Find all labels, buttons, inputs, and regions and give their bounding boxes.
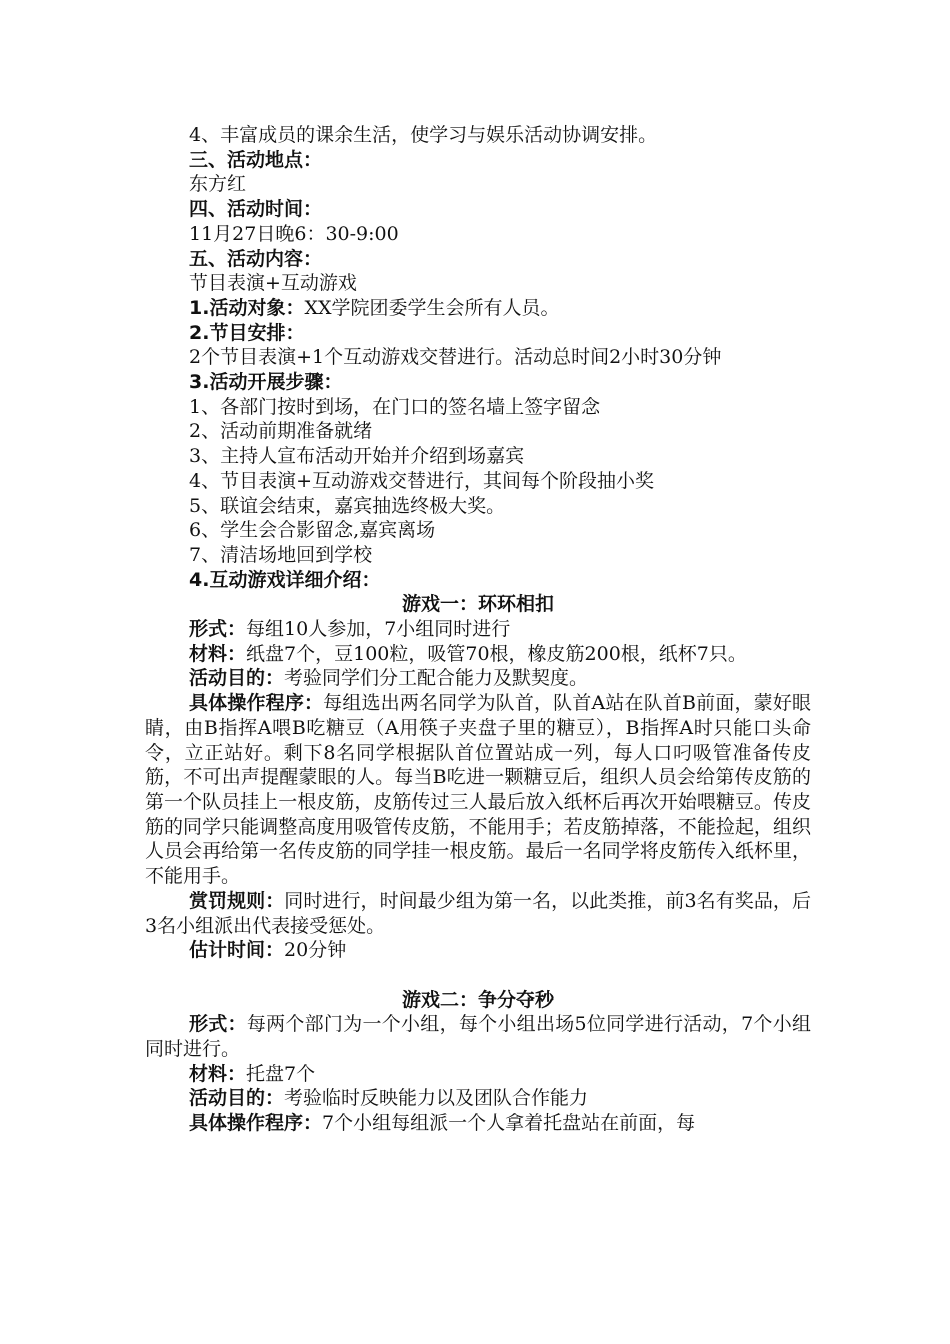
game2-form-label: 形式： — [189, 1013, 247, 1036]
game2-purpose-text: 考验临时反映能力以及团队合作能力 — [284, 1087, 589, 1110]
game1-purpose-label: 活动目的： — [189, 667, 285, 690]
game1-procedure-text: 每组选出两名同学为队首，队首A站在队首B前面，蒙好眼睛，由B指挥A喂B吃糖豆（A用筷子夹盘子里的糖豆），B指挥A时只能口头命令，立正站好。剩下8名同学根据队首位置站成一列，每人口叼吸管准备传皮筋，不可出声提醒蒙眼的人。每当B吃进一颗糖豆后，组织人员会给第传皮筋的第一个队员挂上一根皮筋，皮筋传过三人最后放入纸杯后再次开始喂糖豆。传皮筋的同学只能调整高度用吸管传皮筋，不能用手；若皮筋掉落，不能捡起，组织人员会再给第一名传皮筋的同学挂一根皮筋。最后一名同学将皮筋传入纸杯里，不能用手。 — [145, 692, 811, 888]
game1-procedure-label: 具体操作程序： — [189, 692, 324, 715]
content-text: 节目表演+互动游戏 — [189, 272, 357, 295]
section-heading-content: 五、活动内容： — [189, 247, 323, 270]
game1-form-label: 形式： — [189, 618, 247, 641]
game1-rules — [145, 889, 811, 938]
game1-rules-text: 同时进行，时间最少组为第一名，以此类推，前3名有奖品，后3名小组派出代表接受惩处。 — [145, 889, 811, 937]
game2-material-text: 托盘7个 — [246, 1062, 316, 1085]
step-item-6: 6、学生会合影留念,嘉宾离场 — [189, 519, 436, 542]
game2-form — [145, 1012, 811, 1061]
target-label: 1.活动对象： — [189, 296, 305, 319]
program-text: 2个节目表演+1个互动游戏交替进行。活动总时间2小时30分钟 — [189, 346, 722, 369]
step-item-4: 4、节目表演+互动游戏交替进行，其间每个阶段抽小奖 — [189, 469, 655, 492]
step-item-5: 5、联谊会结束，嘉宾抽选终极大奖。 — [189, 494, 506, 517]
game2-material — [145, 1062, 811, 1087]
game1-duration-label: 估计时间： — [189, 939, 285, 962]
section-heading-time: 四、活动时间： — [189, 198, 323, 221]
game2-purpose-label: 活动目的： — [189, 1087, 285, 1110]
game1-material-label: 材料： — [189, 642, 247, 665]
step-item-3: 3、主持人宣布活动开始并介绍到场嘉宾 — [189, 445, 525, 468]
game1-rules-label: 赏罚规则： — [189, 889, 285, 912]
step-item-2: 2、活动前期准备就绪 — [189, 420, 373, 443]
game2-procedure-text: 7个小组每组派一个人拿着托盘站在前面，每 — [322, 1112, 696, 1135]
game1-duration-text: 20分钟 — [284, 939, 347, 962]
steps-heading: 3.活动开展步骤： — [189, 371, 343, 394]
time-text: 11月27日晚6：30-9:00 — [189, 222, 399, 245]
game1-purpose — [145, 666, 811, 691]
game1-purpose-text: 考验同学们分工配合能力及默契度。 — [284, 667, 589, 690]
game2-procedure-label: 具体操作程序： — [189, 1112, 323, 1135]
document-page — [145, 123, 811, 1136]
game2-purpose — [145, 1086, 811, 1111]
target-paragraph — [145, 296, 811, 321]
step-item-1: 1、各部门按时到场，在门口的签名墙上签字留念 — [189, 395, 601, 418]
section-heading-place: 三、活动地点： — [189, 148, 323, 171]
target-text: XX学院团委学生会所有人员。 — [304, 296, 560, 319]
game1-material — [145, 642, 811, 667]
game1-duration — [145, 938, 811, 963]
spacer — [145, 963, 811, 988]
game1-form — [145, 617, 811, 642]
goal-item-4: 4、丰富成员的课余生活，使学习与娱乐活动协调安排。 — [189, 124, 658, 146]
game2-procedure — [145, 1111, 811, 1136]
game2-material-label: 材料： — [189, 1062, 247, 1085]
game1-procedure — [145, 691, 811, 889]
program-label: 2.节目安排： — [189, 321, 305, 344]
place-text: 东方红 — [189, 173, 247, 196]
game1-material-text: 纸盘7个，豆100粒，吸管70根，橡皮筋200根，纸杯7只。 — [246, 642, 747, 665]
step-item-7: 7、清洁场地回到学校 — [189, 543, 373, 566]
game2-title: 游戏二：争分夺秒 — [401, 988, 554, 1011]
game1-form-text: 每组10人参加，7小组同时进行 — [246, 618, 511, 641]
game2-form-text: 每两个部门为一个小组，每个小组出场5位同学进行活动，7个小组同时进行。 — [145, 1013, 811, 1060]
game1-title: 游戏一：环环相扣 — [401, 593, 554, 616]
games-heading: 4.互动游戏详细介绍： — [189, 568, 381, 591]
